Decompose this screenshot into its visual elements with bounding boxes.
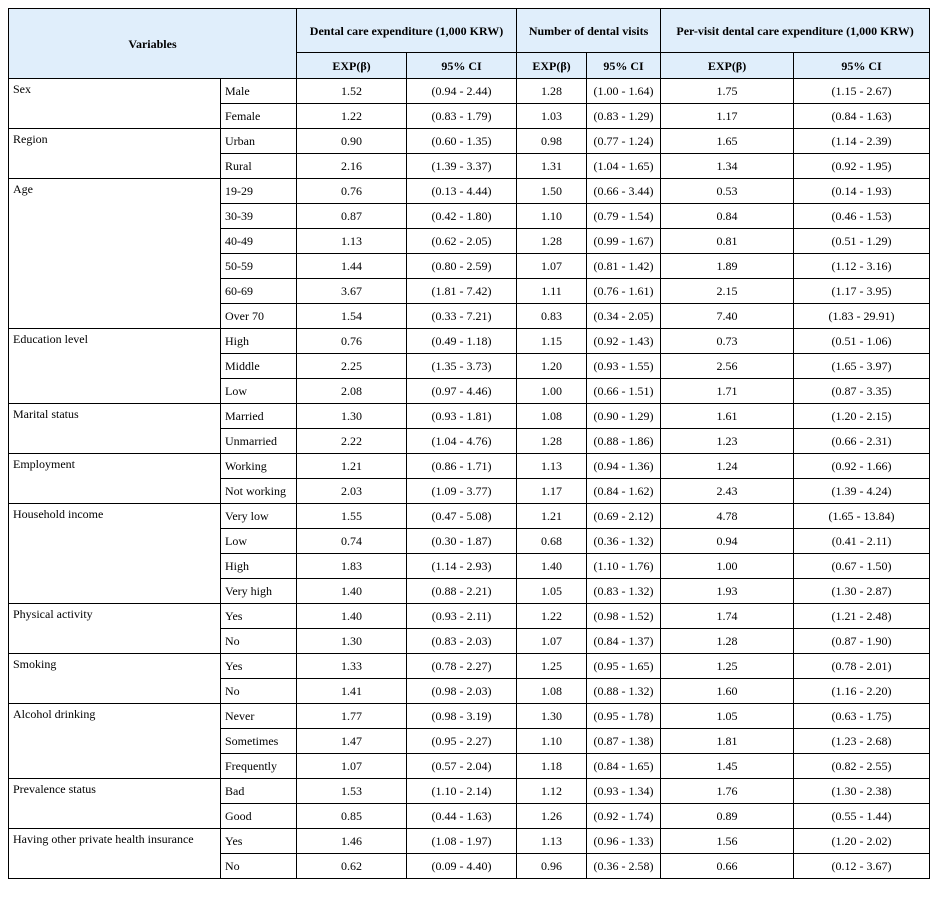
sub-header: EXP(β) [661,53,794,79]
category-label: High [221,554,297,579]
table-row [9,454,930,479]
ci-cell: (1.23 - 2.68) [794,729,930,754]
ci-cell: (1.39 - 4.24) [794,479,930,504]
exp-beta-cell: 1.77 [297,704,407,729]
exp-beta-cell: 1.40 [297,579,407,604]
table-row [9,604,930,629]
ci-cell: (0.84 - 1.65) [587,754,661,779]
ci-cell: (1.83 - 29.91) [794,304,930,329]
ci-cell: (0.96 - 1.33) [587,829,661,854]
expenditure-header: Dental care expenditure (1,000 KRW) [297,9,517,53]
category-label: Very low [221,504,297,529]
ci-cell: (0.87 - 1.90) [794,629,930,654]
exp-beta-cell: 1.22 [297,104,407,129]
ci-cell: (0.78 - 2.27) [407,654,517,679]
table-row [9,654,930,679]
ci-cell: (0.95 - 1.65) [587,654,661,679]
exp-beta-cell: 2.56 [661,354,794,379]
ci-cell: (0.55 - 1.44) [794,804,930,829]
exp-beta-cell: 0.87 [297,204,407,229]
ci-cell: (0.69 - 2.12) [587,504,661,529]
exp-beta-cell: 1.26 [517,804,587,829]
variable-label: Age [9,179,221,329]
exp-beta-cell: 1.03 [517,104,587,129]
variable-label: Sex [9,79,221,129]
per-visit-header: Per-visit dental care expenditure (1,000 KRW) [661,9,930,53]
ci-cell: (0.83 - 1.32) [587,579,661,604]
ci-cell: (0.98 - 2.03) [407,679,517,704]
category-label: 19-29 [221,179,297,204]
ci-cell: (0.88 - 1.32) [587,679,661,704]
category-label: Middle [221,354,297,379]
category-label: High [221,329,297,354]
category-label: Not working [221,479,297,504]
ci-cell: (1.81 - 7.42) [407,279,517,304]
exp-beta-cell: 1.41 [297,679,407,704]
sub-header: 95% CI [407,53,517,79]
exp-beta-cell: 0.90 [297,129,407,154]
exp-beta-cell: 1.07 [517,254,587,279]
sub-header: 95% CI [794,53,930,79]
ci-cell: (0.14 - 1.93) [794,179,930,204]
category-label: Yes [221,654,297,679]
exp-beta-cell: 1.44 [297,254,407,279]
exp-beta-cell: 1.07 [517,629,587,654]
exp-beta-cell: 1.76 [661,779,794,804]
ci-cell: (1.20 - 2.02) [794,829,930,854]
exp-beta-cell: 1.50 [517,179,587,204]
ci-cell: (0.99 - 1.67) [587,229,661,254]
exp-beta-cell: 1.30 [297,404,407,429]
ci-cell: (0.83 - 1.29) [587,104,661,129]
exp-beta-cell: 1.11 [517,279,587,304]
exp-beta-cell: 0.76 [297,179,407,204]
ci-cell: (0.46 - 1.53) [794,204,930,229]
category-label: Male [221,79,297,104]
ci-cell: (1.10 - 1.76) [587,554,661,579]
ci-cell: (1.39 - 3.37) [407,154,517,179]
ci-cell: (0.93 - 2.11) [407,604,517,629]
ci-cell: (1.04 - 4.76) [407,429,517,454]
exp-beta-cell: 1.30 [517,704,587,729]
exp-beta-cell: 0.53 [661,179,794,204]
exp-beta-cell: 1.23 [661,429,794,454]
ci-cell: (1.30 - 2.38) [794,779,930,804]
exp-beta-cell: 1.74 [661,604,794,629]
ci-cell: (1.65 - 13.84) [794,504,930,529]
ci-cell: (0.76 - 1.61) [587,279,661,304]
exp-beta-cell: 1.17 [661,104,794,129]
ci-cell: (0.87 - 1.38) [587,729,661,754]
exp-beta-cell: 1.22 [517,604,587,629]
exp-beta-cell: 1.55 [297,504,407,529]
ci-cell: (0.92 - 1.43) [587,329,661,354]
exp-beta-cell: 1.12 [517,779,587,804]
ci-cell: (0.90 - 1.29) [587,404,661,429]
exp-beta-cell: 1.25 [517,654,587,679]
exp-beta-cell: 1.25 [661,654,794,679]
exp-beta-cell: 0.96 [517,854,587,879]
ci-cell: (0.33 - 7.21) [407,304,517,329]
category-label: No [221,679,297,704]
exp-beta-cell: 0.98 [517,129,587,154]
category-label: Yes [221,604,297,629]
table-body [9,79,930,879]
category-label: Unmarried [221,429,297,454]
ci-cell: (0.51 - 1.29) [794,229,930,254]
visits-header: Number of dental visits [517,9,661,53]
ci-cell: (0.51 - 1.06) [794,329,930,354]
ci-cell: (1.17 - 3.95) [794,279,930,304]
variable-label: Smoking [9,654,221,704]
ci-cell: (0.93 - 1.55) [587,354,661,379]
variable-label: Having other private health insurance [9,829,221,879]
ci-cell: (0.88 - 1.86) [587,429,661,454]
ci-cell: (1.04 - 1.65) [587,154,661,179]
ci-cell: (0.88 - 2.21) [407,579,517,604]
ci-cell: (0.93 - 1.34) [587,779,661,804]
ci-cell: (1.16 - 2.20) [794,679,930,704]
sub-header: EXP(β) [297,53,407,79]
exp-beta-cell: 2.16 [297,154,407,179]
ci-cell: (1.12 - 3.16) [794,254,930,279]
ci-cell: (0.67 - 1.50) [794,554,930,579]
ci-cell: (0.95 - 1.78) [587,704,661,729]
ci-cell: (0.66 - 3.44) [587,179,661,204]
exp-beta-cell: 1.54 [297,304,407,329]
exp-beta-cell: 1.28 [517,429,587,454]
exp-beta-cell: 1.33 [297,654,407,679]
exp-beta-cell: 2.03 [297,479,407,504]
ci-cell: (0.62 - 2.05) [407,229,517,254]
results-table [8,8,930,879]
exp-beta-cell: 1.89 [661,254,794,279]
ci-cell: (0.83 - 1.79) [407,104,517,129]
exp-beta-cell: 1.08 [517,679,587,704]
ci-cell: (0.47 - 5.08) [407,504,517,529]
ci-cell: (0.93 - 1.81) [407,404,517,429]
category-label: Never [221,704,297,729]
ci-cell: (0.49 - 1.18) [407,329,517,354]
category-label: Working [221,454,297,479]
table-row [9,504,930,529]
exp-beta-cell: 1.13 [297,229,407,254]
exp-beta-cell: 3.67 [297,279,407,304]
category-label: Sometimes [221,729,297,754]
ci-cell: (0.92 - 1.66) [794,454,930,479]
exp-beta-cell: 1.65 [661,129,794,154]
exp-beta-cell: 1.52 [297,79,407,104]
exp-beta-cell: 1.81 [661,729,794,754]
ci-cell: (0.94 - 1.36) [587,454,661,479]
ci-cell: (1.65 - 3.97) [794,354,930,379]
ci-cell: (0.82 - 2.55) [794,754,930,779]
category-label: Bad [221,779,297,804]
exp-beta-cell: 1.10 [517,204,587,229]
exp-beta-cell: 1.46 [297,829,407,854]
variable-label: Employment [9,454,221,504]
exp-beta-cell: 1.10 [517,729,587,754]
variable-label: Region [9,129,221,179]
exp-beta-cell: 0.74 [297,529,407,554]
ci-cell: (1.14 - 2.39) [794,129,930,154]
exp-beta-cell: 0.73 [661,329,794,354]
ci-cell: (0.84 - 1.63) [794,104,930,129]
exp-beta-cell: 2.43 [661,479,794,504]
exp-beta-cell: 1.13 [517,829,587,854]
ci-cell: (1.10 - 2.14) [407,779,517,804]
table-row [9,404,930,429]
exp-beta-cell: 1.15 [517,329,587,354]
ci-cell: (1.20 - 2.15) [794,404,930,429]
ci-cell: (0.30 - 1.87) [407,529,517,554]
exp-beta-cell: 1.07 [297,754,407,779]
table-row [9,179,930,204]
ci-cell: (1.35 - 3.73) [407,354,517,379]
ci-cell: (0.77 - 1.24) [587,129,661,154]
category-label: 60-69 [221,279,297,304]
sub-header: EXP(β) [517,53,587,79]
exp-beta-cell: 1.45 [661,754,794,779]
category-label: 40-49 [221,229,297,254]
exp-beta-cell: 1.08 [517,404,587,429]
exp-beta-cell: 7.40 [661,304,794,329]
table-header [9,9,930,79]
exp-beta-cell: 1.71 [661,379,794,404]
exp-beta-cell: 0.83 [517,304,587,329]
table-row [9,779,930,804]
ci-cell: (1.21 - 2.48) [794,604,930,629]
category-label: Over 70 [221,304,297,329]
exp-beta-cell: 1.61 [661,404,794,429]
category-label: Good [221,804,297,829]
ci-cell: (0.84 - 1.37) [587,629,661,654]
exp-beta-cell: 0.76 [297,329,407,354]
exp-beta-cell: 1.40 [297,604,407,629]
exp-beta-cell: 2.15 [661,279,794,304]
table-row [9,79,930,104]
exp-beta-cell: 1.53 [297,779,407,804]
exp-beta-cell: 1.28 [517,79,587,104]
exp-beta-cell: 1.75 [661,79,794,104]
exp-beta-cell: 0.68 [517,529,587,554]
exp-beta-cell: 1.21 [517,504,587,529]
ci-cell: (0.34 - 2.05) [587,304,661,329]
ci-cell: (1.09 - 3.77) [407,479,517,504]
exp-beta-cell: 2.08 [297,379,407,404]
category-label: No [221,854,297,879]
ci-cell: (0.57 - 2.04) [407,754,517,779]
ci-cell: (0.94 - 2.44) [407,79,517,104]
category-label: Frequently [221,754,297,779]
exp-beta-cell: 1.18 [517,754,587,779]
category-label: Rural [221,154,297,179]
exp-beta-cell: 1.34 [661,154,794,179]
exp-beta-cell: 1.17 [517,479,587,504]
ci-cell: (0.60 - 1.35) [407,129,517,154]
table-row [9,129,930,154]
category-label: 30-39 [221,204,297,229]
category-label: Married [221,404,297,429]
ci-cell: (0.98 - 1.52) [587,604,661,629]
exp-beta-cell: 1.30 [297,629,407,654]
ci-cell: (0.97 - 4.46) [407,379,517,404]
exp-beta-cell: 1.21 [297,454,407,479]
ci-cell: (1.00 - 1.64) [587,79,661,104]
exp-beta-cell: 1.28 [517,229,587,254]
ci-cell: (0.81 - 1.42) [587,254,661,279]
category-label: Urban [221,129,297,154]
variable-label: Physical activity [9,604,221,654]
ci-cell: (1.15 - 2.67) [794,79,930,104]
exp-beta-cell: 2.22 [297,429,407,454]
ci-cell: (0.41 - 2.11) [794,529,930,554]
exp-beta-cell: 1.56 [661,829,794,854]
ci-cell: (0.12 - 3.67) [794,854,930,879]
sub-header: 95% CI [587,53,661,79]
exp-beta-cell: 0.94 [661,529,794,554]
exp-beta-cell: 1.93 [661,579,794,604]
exp-beta-cell: 1.60 [661,679,794,704]
ci-cell: (0.92 - 1.95) [794,154,930,179]
variables-header: Variables [9,9,297,79]
exp-beta-cell: 0.66 [661,854,794,879]
ci-cell: (0.66 - 1.51) [587,379,661,404]
exp-beta-cell: 1.83 [297,554,407,579]
exp-beta-cell: 1.40 [517,554,587,579]
variable-label: Prevalence status [9,779,221,829]
exp-beta-cell: 0.84 [661,204,794,229]
variable-label: Education level [9,329,221,404]
exp-beta-cell: 1.00 [661,554,794,579]
ci-cell: (0.63 - 1.75) [794,704,930,729]
category-label: Low [221,529,297,554]
exp-beta-cell: 2.25 [297,354,407,379]
exp-beta-cell: 1.31 [517,154,587,179]
exp-beta-cell: 1.47 [297,729,407,754]
ci-cell: (0.83 - 2.03) [407,629,517,654]
ci-cell: (0.84 - 1.62) [587,479,661,504]
exp-beta-cell: 1.24 [661,454,794,479]
exp-beta-cell: 0.85 [297,804,407,829]
ci-cell: (0.95 - 2.27) [407,729,517,754]
category-label: 50-59 [221,254,297,279]
ci-cell: (0.80 - 2.59) [407,254,517,279]
exp-beta-cell: 1.13 [517,454,587,479]
ci-cell: (0.36 - 2.58) [587,854,661,879]
category-label: No [221,629,297,654]
table-row [9,829,930,854]
exp-beta-cell: 1.05 [661,704,794,729]
ci-cell: (0.44 - 1.63) [407,804,517,829]
category-label: Female [221,104,297,129]
table-row [9,329,930,354]
exp-beta-cell: 4.78 [661,504,794,529]
ci-cell: (1.30 - 2.87) [794,579,930,604]
ci-cell: (0.09 - 4.40) [407,854,517,879]
ci-cell: (0.13 - 4.44) [407,179,517,204]
exp-beta-cell: 1.05 [517,579,587,604]
exp-beta-cell: 1.28 [661,629,794,654]
variable-label: Household income [9,504,221,604]
ci-cell: (0.86 - 1.71) [407,454,517,479]
variable-label: Alcohol drinking [9,704,221,779]
ci-cell: (1.08 - 1.97) [407,829,517,854]
table-row [9,704,930,729]
ci-cell: (0.79 - 1.54) [587,204,661,229]
exp-beta-cell: 1.00 [517,379,587,404]
category-label: Low [221,379,297,404]
category-label: Very high [221,579,297,604]
variable-label: Marital status [9,404,221,454]
ci-cell: (0.87 - 3.35) [794,379,930,404]
ci-cell: (0.36 - 1.32) [587,529,661,554]
ci-cell: (0.42 - 1.80) [407,204,517,229]
exp-beta-cell: 1.20 [517,354,587,379]
ci-cell: (1.14 - 2.93) [407,554,517,579]
ci-cell: (0.66 - 2.31) [794,429,930,454]
exp-beta-cell: 0.81 [661,229,794,254]
exp-beta-cell: 0.62 [297,854,407,879]
category-label: Yes [221,829,297,854]
ci-cell: (0.92 - 1.74) [587,804,661,829]
ci-cell: (0.98 - 3.19) [407,704,517,729]
ci-cell: (0.78 - 2.01) [794,654,930,679]
exp-beta-cell: 0.89 [661,804,794,829]
